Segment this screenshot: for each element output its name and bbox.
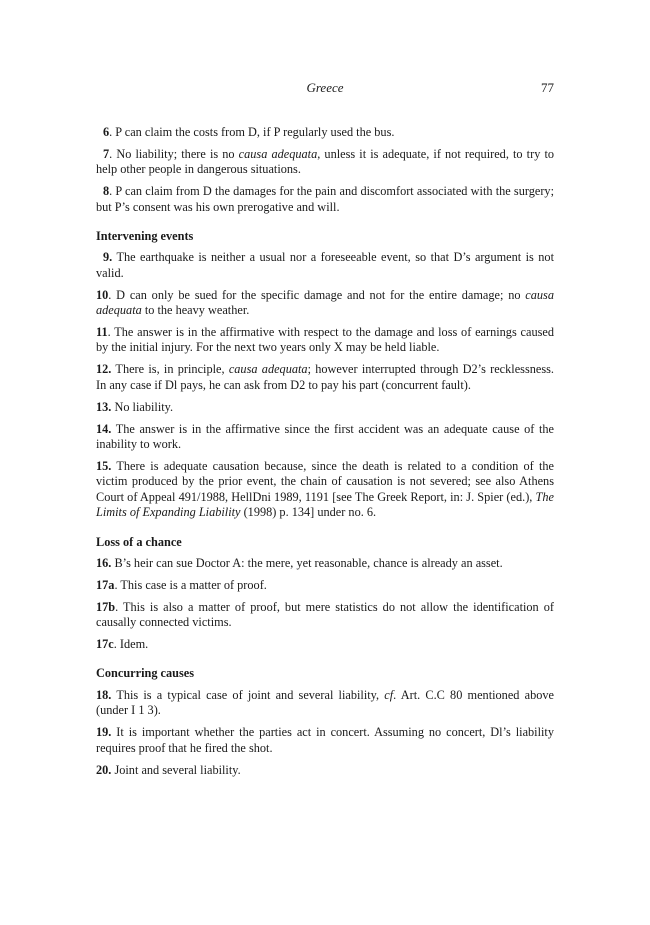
answer-17c [96,637,554,652]
answer-text: The earthquake is neither a usual nor a foreseeable event, so that D’s argument is not valid. [96,250,554,280]
answer-8 [96,184,554,215]
book-title: The Limits of Expanding Liability [96,489,554,520]
answer-number: 10 [96,287,109,302]
answer-20 [96,763,554,778]
answer-text: There is adequate causation because, since the death is related to a condition of the victim produced by the prior event, the chain of causation is not severed; see also Athens Court of Appeal 491/1988, HellDni 1989, 1191 [see The Greek Report, in: J. Spier (ed.), [96,458,554,504]
answer-number: 12. [96,362,112,377]
answer-number: 11 [96,325,108,340]
answer-number: 17a [96,577,115,592]
answer-number: 19. [96,725,112,740]
section-heading-intervening-events: Intervening events [96,229,194,244]
latin-term: causa adequata [96,287,554,318]
latin-term: causa adequata [228,362,308,377]
answer-text: This is a typical case of joint and several liability, [111,687,385,702]
answer-10 [96,288,554,319]
answer-number: 15. [96,458,112,473]
book-page [96,0,554,925]
answer-text: to the heavy weather. [141,303,250,318]
answer-number: 13. [96,399,112,414]
answer-18 [96,688,554,719]
answer-text: . D can only be sued for the specific damage and not for the entire damage; no [108,287,526,302]
answer-number: 17b [96,599,116,614]
answer-text: Joint and several liability. [111,762,241,777]
answer-9 [96,250,554,281]
answer-7 [96,147,554,178]
answer-number: 17c [96,637,114,652]
answer-text: ; however interrupted through D2’s recklessness. In any case if Dl pays, he can ask from D2 to pay his part (concurrent fault). [96,362,554,392]
answer-text: . P can claim the costs from D, if P regularly used the bus. [109,125,395,139]
section-heading-loss-of-chance: Loss of a chance [96,534,182,549]
answer-text: The answer is in the affirmative since the first accident was an adequate cause of the inability to work. [96,421,554,451]
answer-13 [96,400,554,415]
answer-6 [96,125,554,140]
answer-19 [96,725,554,756]
answer-number: 14. [96,421,112,436]
latin-term: causa adequata [238,146,318,161]
answer-text: , unless it is adequate, if not required, to try to help other people in dangerous situations. [96,146,555,177]
section-heading-concurring-causes: Concurring causes [96,666,195,681]
page-body [96,125,554,784]
answer-number: 20. [96,762,112,777]
answer-number: 16. [96,555,112,570]
answer-text: (1998) p. 134] under no. 6. [240,505,377,520]
answer-text: . No liability; there is no [109,146,239,161]
answer-text: It is important whether the parties act in concert. Assuming no concert, Dl’s liability requires proof that he fired the shot. [96,725,554,755]
page-number: 77 [541,80,554,95]
answer-17a [96,578,554,593]
answer-text: . P can claim from D the damages for the pain and discomfort associated with the surgery; but P’s consent was his own prerogative and will. [96,184,554,214]
running-title: Greece [306,80,344,95]
answer-text: . This is also a matter of proof, but mere statistics do not allow the identification of causally connected victims. [96,599,554,630]
answer-12 [96,362,554,393]
answer-text: . The answer is in the affirmative with respect to the damage and loss of earnings caused by the initial injury. For the next two years only X may be held liable. [96,325,554,355]
answer-number: 7 [103,146,110,161]
answer-text: B’s heir can sue Doctor A: the mere, yet reasonable, chance is already an asset. [111,555,503,570]
running-header [96,80,554,98]
answer-text: There is, in principle, [111,362,229,377]
answer-text: . This case is a matter of proof. [114,577,267,592]
answer-number: 6 [103,125,110,139]
answer-number: 18. [96,687,112,702]
latin-term: cf [384,687,394,702]
answer-text: . Art. C.C 80 mentioned above (under I 1 3). [96,687,554,718]
answer-14 [96,422,554,453]
answer-number: 9. [103,250,113,265]
answer-number: 8 [103,184,110,199]
answer-17b [96,600,554,631]
answer-16 [96,556,554,571]
answer-11 [96,325,554,356]
answer-15 [96,459,554,521]
answer-text: No liability. [111,399,174,414]
answer-text: . Idem. [113,637,149,652]
